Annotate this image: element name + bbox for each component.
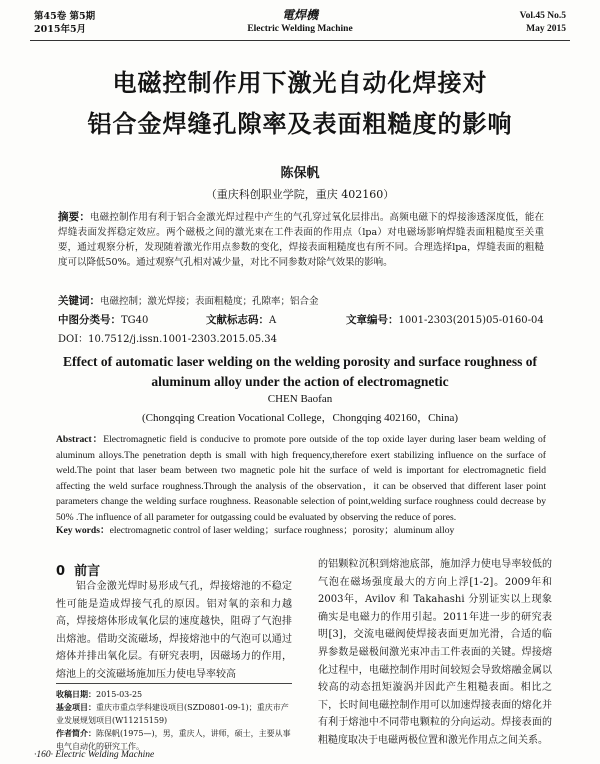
body-left-column: 铝合金激光焊时易形成气孔，焊接熔池的不稳定性可能是造成焊接气孔的原因。铝对氧的亲和力越高，焊接熔体形成氧化层的速度越快，阻碍了气泡排出熔池。借助交流磁场，焊接熔池中的气泡可以通过熔体并排出氧化层。有研究表明，因磁场力的作用，熔池上的交流磁场施加压力使电导率较高	[56, 581, 292, 680]
bio-text: 陈保帆(1975—)，男，重庆人，讲师，硕士，主要从事电气自动化的研究工作。	[56, 729, 291, 751]
author-cn: 陈保帆	[280, 166, 320, 181]
keywords-en-text: electromagnetic control of laser welding；surface roughness；porosity；aluminum alloy	[109, 525, 455, 536]
fund-label: 基金项目：	[56, 703, 96, 712]
abstract-cn-text: 电磁控制作用有利于铝合金激光焊过程中产生的气孔穿过氧化层排出。高频电磁下的焊接渗透深度低，能在焊缝表面发挥稳定效应。两个磁极之间的激光束在工件表面的作用点（lpa）对电磁场影响焊缝表面粗糙度至关重要，通过观察分析，发现随着激光作用点参数的变化，焊接表面粗糙度也有所不同。合理选择lpa，焊缝表面的粗糙度可以降低50%。通过观察气孔相对减少量，对比不同参数对除气效果的影响。	[58, 212, 544, 268]
journal-logo-cn: 電焊機	[281, 8, 318, 22]
keywords-en	[56, 522, 546, 536]
volume-cn: 第45卷 第5期	[34, 11, 96, 22]
title-cn-line1: 电磁控制作用下激光自动化焊接对	[112, 69, 488, 97]
abstract-cn-label: 摘要：	[58, 211, 90, 223]
header-rule	[30, 40, 570, 41]
section-heading	[56, 560, 100, 579]
affiliation-en: (Chongqing Creation Vocational College，Chongqing 402160，China)	[141, 412, 459, 424]
article-no-label: 文章编号：	[346, 314, 399, 326]
doc-code-value: A	[269, 315, 277, 326]
keywords-en-label: Key words：	[56, 525, 110, 536]
fund-text: 重庆市重点学科建设项目(SZD0801-09-1)；重庆市产业发展规划项目(W11215159)	[56, 703, 289, 725]
title-en-line1: Effect of automatic laser welding on the welding porosity and surface roughness of	[63, 354, 537, 369]
abstract-en-label: Abstract：	[56, 434, 104, 445]
body-right-column: 的铝颗粒沉积到熔池底部，施加浮力使电导率较低的气泡在磁场强度最大的方向上浮[1-2]。2009年和2003年，Avilov 和 Takahashi 分别证实以上现象确实是电磁力的作用引起。2011年进一步的研究表明[3]，交流电磁阀使焊接表面更加光滑，合适的临界参数是磁极间激光束冲击工件表面的关键。焊接熔化过程中，电磁控制作用时间较短会导致熔融金属以较高的动态扭矩漩涡并因此产生粗糙表面。相比之下，长时间电磁控制作用可以加速焊接表面的熔化并有利于熔池中不同带电颗粒的分向运动。焊接表面的粗糙度取决于电磁两极位置和激光作用点之间关系。	[318, 559, 552, 746]
clc-value: TG40	[121, 315, 149, 326]
bio-label: 作者简介：	[56, 729, 96, 738]
doc-code-label: 文献标志码：	[206, 314, 269, 326]
abstract-en-text: Electromagnetic field is conducive to promote pore outside of the top oxide layer during laser beam welding of aluminum alloys.The penetration depth is small with high frequency,therefore exert stabilizing influence on the surface of weld.The point that laser beam between two magnetic pole hit the surface of weld is important for electromagnetic field affecting the weld surface roughness.Through the analysis of the observation，it can be observed that different laser point parameters change the welding surface roughness. Reasonable selection of point,welding surface roughness could decrease by 50% .The influence of all parameter for outgassing could be evaluated by observing the reduce of pores.	[56, 434, 547, 523]
title-en-line2: aluminum alloy under the action of electromagnetic	[151, 374, 449, 389]
keywords-cn	[58, 294, 544, 309]
date-cn: 2015年5月	[34, 24, 87, 35]
article-no-value: 1001-2303(2015)05-0160-04	[398, 315, 544, 326]
header-center	[0, 8, 600, 36]
section-title: 前言	[74, 564, 101, 579]
date-en: May 2015	[526, 24, 566, 34]
title-cn-line2: 铝合金焊缝孔隙率及表面粗糙度的影响	[87, 110, 513, 138]
section-number: 0	[56, 564, 66, 579]
journal-name-en: Electric Welding Machine	[247, 24, 353, 34]
classification-row	[58, 312, 544, 327]
header-right	[520, 10, 566, 36]
abstract-en	[56, 432, 546, 525]
volume-en: Vol.45 No.5	[519, 11, 566, 21]
doi: DOI：10.7512/j.issn.1001-2303.2015.05.34	[58, 334, 277, 345]
page-footer: ·160· Electric Welding Machine	[34, 750, 155, 760]
affiliation-cn: （重庆科创职业学院，重庆 402160）	[205, 188, 395, 201]
footnotes	[56, 688, 292, 753]
abstract-cn	[58, 210, 544, 270]
clc-label: 中图分类号：	[58, 314, 121, 326]
received-label: 收稿日期：	[56, 690, 96, 699]
footnote-rule	[56, 683, 292, 684]
keywords-cn-text: 电磁控制；激光焊接；表面粗糙度；孔隙率；铝合金	[100, 296, 319, 307]
received-date: 2015-03-25	[96, 690, 143, 699]
keywords-cn-label: 关键词：	[58, 295, 100, 307]
author-en: CHEN Baofan	[267, 393, 333, 405]
